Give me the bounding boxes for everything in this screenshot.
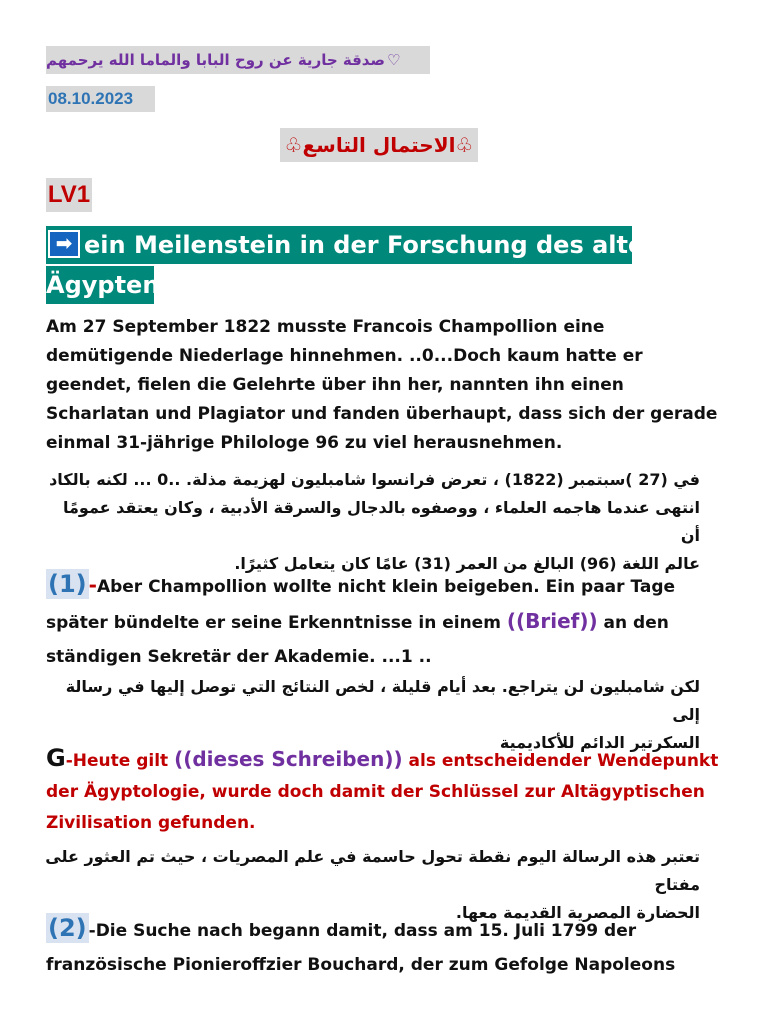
paragraph-german-1 bbox=[46, 313, 726, 458]
text-line: Zivilisation gefunden. bbox=[46, 813, 256, 833]
section-number: (2) bbox=[48, 914, 87, 942]
text-line: عالم اللغة (96) البالغ من العمر (31) عامًا كان يتعامل كثيرًا. bbox=[234, 554, 700, 573]
heading-line-1 bbox=[46, 226, 662, 264]
text-segment: -Die Suche nach begann damit, dass am 15. Juli 1799 der bbox=[88, 921, 637, 941]
text-line: انتهى عندما هاجمه العلماء ، ووصفوه بالدجال والسرقة الأدبية ، وكان يعتقد عمومًا أن bbox=[63, 498, 700, 545]
text-line: الحضارة المصرية القديمة معها. bbox=[455, 903, 700, 922]
text-line bbox=[46, 743, 726, 777]
heading-text-1: ein Meilenstein in der Forschung des alten bbox=[84, 231, 662, 259]
text-line bbox=[46, 604, 726, 640]
text-line: französische Pionieroffzier Bouchard, der zum Gefolge Napoleons bbox=[46, 955, 676, 975]
text-line: der Ägyptologie, wurde doch damit der Schlüssel zur Altägyptischen bbox=[46, 782, 705, 802]
text-line: Am 27 September 1822 musste Francois Champollion eine bbox=[46, 317, 605, 337]
arrow-right-icon: ➡ bbox=[48, 230, 80, 258]
text-line: تعتبر هذه الرسالة اليوم نقطة تحول حاسمة في علم المصريات ، حيث تم العثور على مفتاح bbox=[45, 847, 700, 894]
text-segment: an den bbox=[597, 613, 669, 633]
text-line: لكن شامبليون لن يتراجع. بعد أيام قليلة ، لخص النتائج التي توصل إليها في رسالة إلى bbox=[65, 677, 700, 724]
section-number: (1) bbox=[48, 570, 87, 598]
paragraph-german-4 bbox=[46, 913, 726, 982]
heart-icon: ♡ bbox=[386, 51, 401, 69]
dash: - bbox=[88, 573, 97, 597]
dedication-line bbox=[46, 46, 430, 74]
paragraph-german-2 bbox=[46, 568, 726, 674]
heading-line-2: Ägypten bbox=[46, 266, 154, 304]
text-line: السكرتير الدائم للأكاديمية bbox=[499, 733, 700, 752]
level-label: LV1 bbox=[46, 178, 92, 212]
text-line: geendet, fielen die Gelehrte über ihn her, nannten ihn einen bbox=[46, 375, 624, 395]
document-date: 08.10.2023 bbox=[46, 86, 155, 112]
text-segment: als entscheidender Wendepunkt bbox=[402, 751, 719, 771]
text-line: demütigende Niederlage hinnehmen. ..0...Doch kaum hatte er bbox=[46, 346, 643, 366]
text-segment: Aber Champollion wollte nicht klein beigeben. Ein paar Tage bbox=[96, 577, 676, 597]
keyword-brief: ((Brief)) bbox=[506, 609, 598, 633]
text-line: einmal 31-jährige Philologe 96 zu viel herausnehmen. bbox=[46, 433, 563, 453]
paragraph-arabic-1 bbox=[40, 466, 700, 578]
dedication-text: صدقة جارية عن روح البابا والماما الله يرحمهم bbox=[46, 51, 385, 69]
section-letter: G bbox=[46, 744, 66, 772]
text-line: Scharlatan und Plagiator und fanden überhaupt, dass sich der gerade bbox=[46, 404, 718, 424]
paragraph-german-3 bbox=[46, 743, 726, 839]
text-line: ständigen Sekretär der Akademie. ...1 .. bbox=[46, 647, 432, 667]
text-line: في (27 )سبتمبر (1822) ، تعرض فرانسوا شامبليون لهزيمة مذلة. ..0 ... لكنه بالكاد bbox=[49, 470, 700, 489]
text-line bbox=[46, 913, 726, 948]
text-line bbox=[46, 568, 726, 604]
keyword-schreiben: ((dieses Schreiben)) bbox=[174, 747, 403, 771]
arabic-title: ♧الاحتمال التاسع♧ bbox=[280, 128, 478, 162]
text-segment: später bündelte er seine Erkenntnisse in einem bbox=[46, 613, 507, 633]
text-segment: -Heute gilt bbox=[65, 751, 175, 771]
